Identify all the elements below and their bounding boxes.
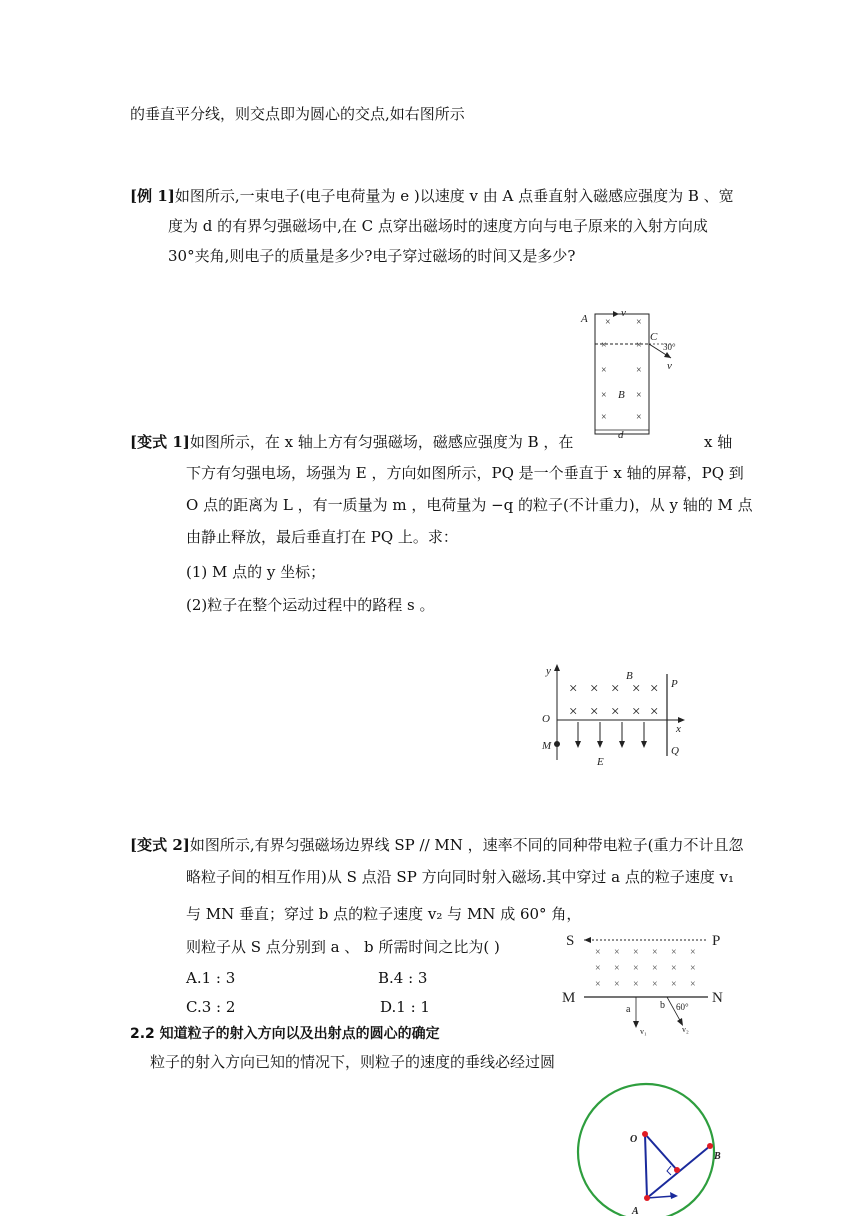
variant1-text1b: x 轴 — [704, 433, 733, 451]
section-line1: 粒子的射入方向已知的情况下，则粒子的速度的垂线必经过圆 — [150, 1053, 556, 1071]
variant1-line4: 由静止释放，最后垂直打在 PQ 上。求： — [186, 528, 458, 546]
fig4-label-a: A — [632, 1206, 639, 1216]
fig3-label-p: P — [712, 933, 721, 949]
fig1-cross: × — [601, 365, 607, 376]
variant2-line4: 则粒子从 S 点分别到 a 、 b 所需时间之比为( ) — [186, 938, 500, 956]
fig1-cross: × — [601, 390, 607, 401]
fig2-label-o: O — [542, 713, 550, 725]
fig3-cross: × — [614, 947, 620, 958]
variant1-line3: O 点的距离为 L ，有一质量为 m ，电荷量为 −q 的粒子(不计重力)，从 y 轴的 M 点 — [186, 496, 753, 514]
fig1-label-d: d — [618, 429, 624, 441]
fig3-label-s: S — [566, 933, 575, 949]
figure2-field-diagram — [538, 660, 688, 770]
fig1-cross: × — [601, 412, 607, 423]
variant2-line2: 略粒子间的相互作用)从 S 点沿 SP 方向同时射入磁场.其中穿过 a 点的粒子速度 v₁ — [186, 868, 735, 886]
option-b: B.4 : 3 — [378, 969, 428, 987]
fig2-cross: × — [590, 681, 599, 697]
fig2-label-q: Q — [671, 745, 679, 757]
variant2-tag: [变式 2] — [130, 836, 190, 854]
fig1-label-a: A — [581, 313, 588, 325]
fig1-cross: × — [605, 317, 611, 328]
variant2-line1 — [130, 835, 744, 855]
fig2-cross: × — [569, 681, 578, 697]
fig3-label-a: a — [626, 1004, 631, 1015]
fig3-cross: × — [633, 979, 639, 990]
fig3-cross: × — [690, 963, 696, 974]
fig3-cross: × — [652, 979, 658, 990]
example1-line3: 30°夹角,则电子的质量是多少?电子穿过磁场的时间又是多少? — [168, 247, 576, 265]
fig2-label-m: M — [542, 740, 552, 752]
fig1-cross: × — [636, 340, 642, 351]
fig3-cross: × — [595, 963, 601, 974]
fig1-cross: × — [636, 412, 642, 423]
fig4-label-b: B — [714, 1151, 721, 1162]
figure4-circle-diagram — [570, 1072, 730, 1216]
fig3-cross: × — [595, 979, 601, 990]
fig2-label-x: x — [676, 723, 681, 735]
fig1-cross: × — [636, 390, 642, 401]
fig3-label-v1: v₁ — [640, 1027, 647, 1036]
example1-line2: 度为 d 的有界匀强磁场中,在 C 点穿出磁场时的速度方向与电子原来的入射方向成 — [168, 217, 708, 235]
figure1-magnetic-field — [575, 302, 695, 442]
fig3-cross: × — [690, 979, 696, 990]
example1-line1 — [130, 186, 734, 206]
fig1-label-b: B — [618, 389, 625, 401]
intro-line: 的垂直平分线，则交点即为圆心的交点,如右图所示 — [130, 105, 465, 123]
fig2-label-e: E — [597, 756, 604, 768]
variant1-line1 — [130, 432, 573, 452]
fig3-label-60: 60° — [676, 1002, 689, 1012]
fig3-cross: × — [614, 963, 620, 974]
fig3-cross: × — [652, 947, 658, 958]
fig2-label-p: P — [671, 678, 678, 690]
variant1-text1a: 如图所示，在 x 轴上方有匀强磁场，磁感应强度为 B ，在 — [189, 433, 574, 451]
fig3-label-n: N — [712, 990, 723, 1006]
variant2-line3: 与 MN 垂直；穿过 b 点的粒子速度 v₂ 与 MN 成 60° 角， — [186, 905, 582, 923]
variant1-tag: [变式 1] — [130, 433, 190, 451]
fig1-label-v: v — [621, 307, 626, 319]
option-d: D.1 : 1 — [380, 998, 430, 1016]
fig1-cross: × — [601, 340, 607, 351]
variant1-q2: (2)粒子在整个运动过程中的路程 s 。 — [186, 596, 435, 614]
fig3-label-b: b — [660, 1000, 665, 1011]
fig2-cross: × — [632, 704, 641, 720]
fig3-label-m: M — [562, 990, 576, 1006]
fig3-cross: × — [671, 963, 677, 974]
variant2-text1: 如图所示,有界匀强磁场边界线 SP // MN ，速率不同的同种带电粒子(重力不计且忽 — [189, 836, 744, 854]
fig3-cross: × — [633, 947, 639, 958]
fig3-cross: × — [633, 963, 639, 974]
fig1-cross: × — [636, 317, 642, 328]
fig3-cross: × — [652, 963, 658, 974]
fig3-label-v2: v₂ — [682, 1025, 689, 1034]
figure3-boundary-diagram — [560, 926, 740, 1036]
fig3-cross: × — [671, 947, 677, 958]
fig2-cross: × — [611, 704, 620, 720]
fig2-cross: × — [650, 704, 659, 720]
example1-text1: 如图所示,一束电子(电子电荷量为 e )以速度 v 由 A 点垂直射入磁感应强度为 B 、宽 — [174, 187, 734, 205]
fig2-label-b: B — [626, 670, 633, 682]
fig2-cross: × — [632, 681, 641, 697]
variant1-q1: (1) M 点的 y 坐标； — [186, 563, 326, 581]
option-a: A.1 : 3 — [186, 969, 236, 987]
fig1-label-c: C — [650, 331, 658, 343]
variant1-line2: 下方有匀强电场，场强为 E ，方向如图所示，PQ 是一个垂直于 x 轴的屏幕，PQ 到 — [186, 464, 744, 482]
fig2-cross: × — [650, 681, 659, 697]
option-c: C.3 : 2 — [186, 998, 236, 1016]
fig2-label-y: y — [546, 665, 551, 677]
section-heading: 2.2 知道粒子的射入方向以及出射点的圆心的确定 — [130, 1026, 440, 1042]
fig3-cross: × — [595, 947, 601, 958]
example1-tag: [例 1] — [130, 187, 175, 205]
fig3-cross: × — [690, 947, 696, 958]
fig2-cross: × — [611, 681, 620, 697]
fig2-cross: × — [590, 704, 599, 720]
fig1-label-v2: v — [667, 360, 672, 372]
fig4-label-o: O — [630, 1134, 638, 1145]
fig1-label-30: 30° — [663, 342, 676, 352]
fig2-cross: × — [569, 704, 578, 720]
fig1-cross: × — [636, 365, 642, 376]
fig3-cross: × — [614, 979, 620, 990]
fig3-cross: × — [671, 979, 677, 990]
